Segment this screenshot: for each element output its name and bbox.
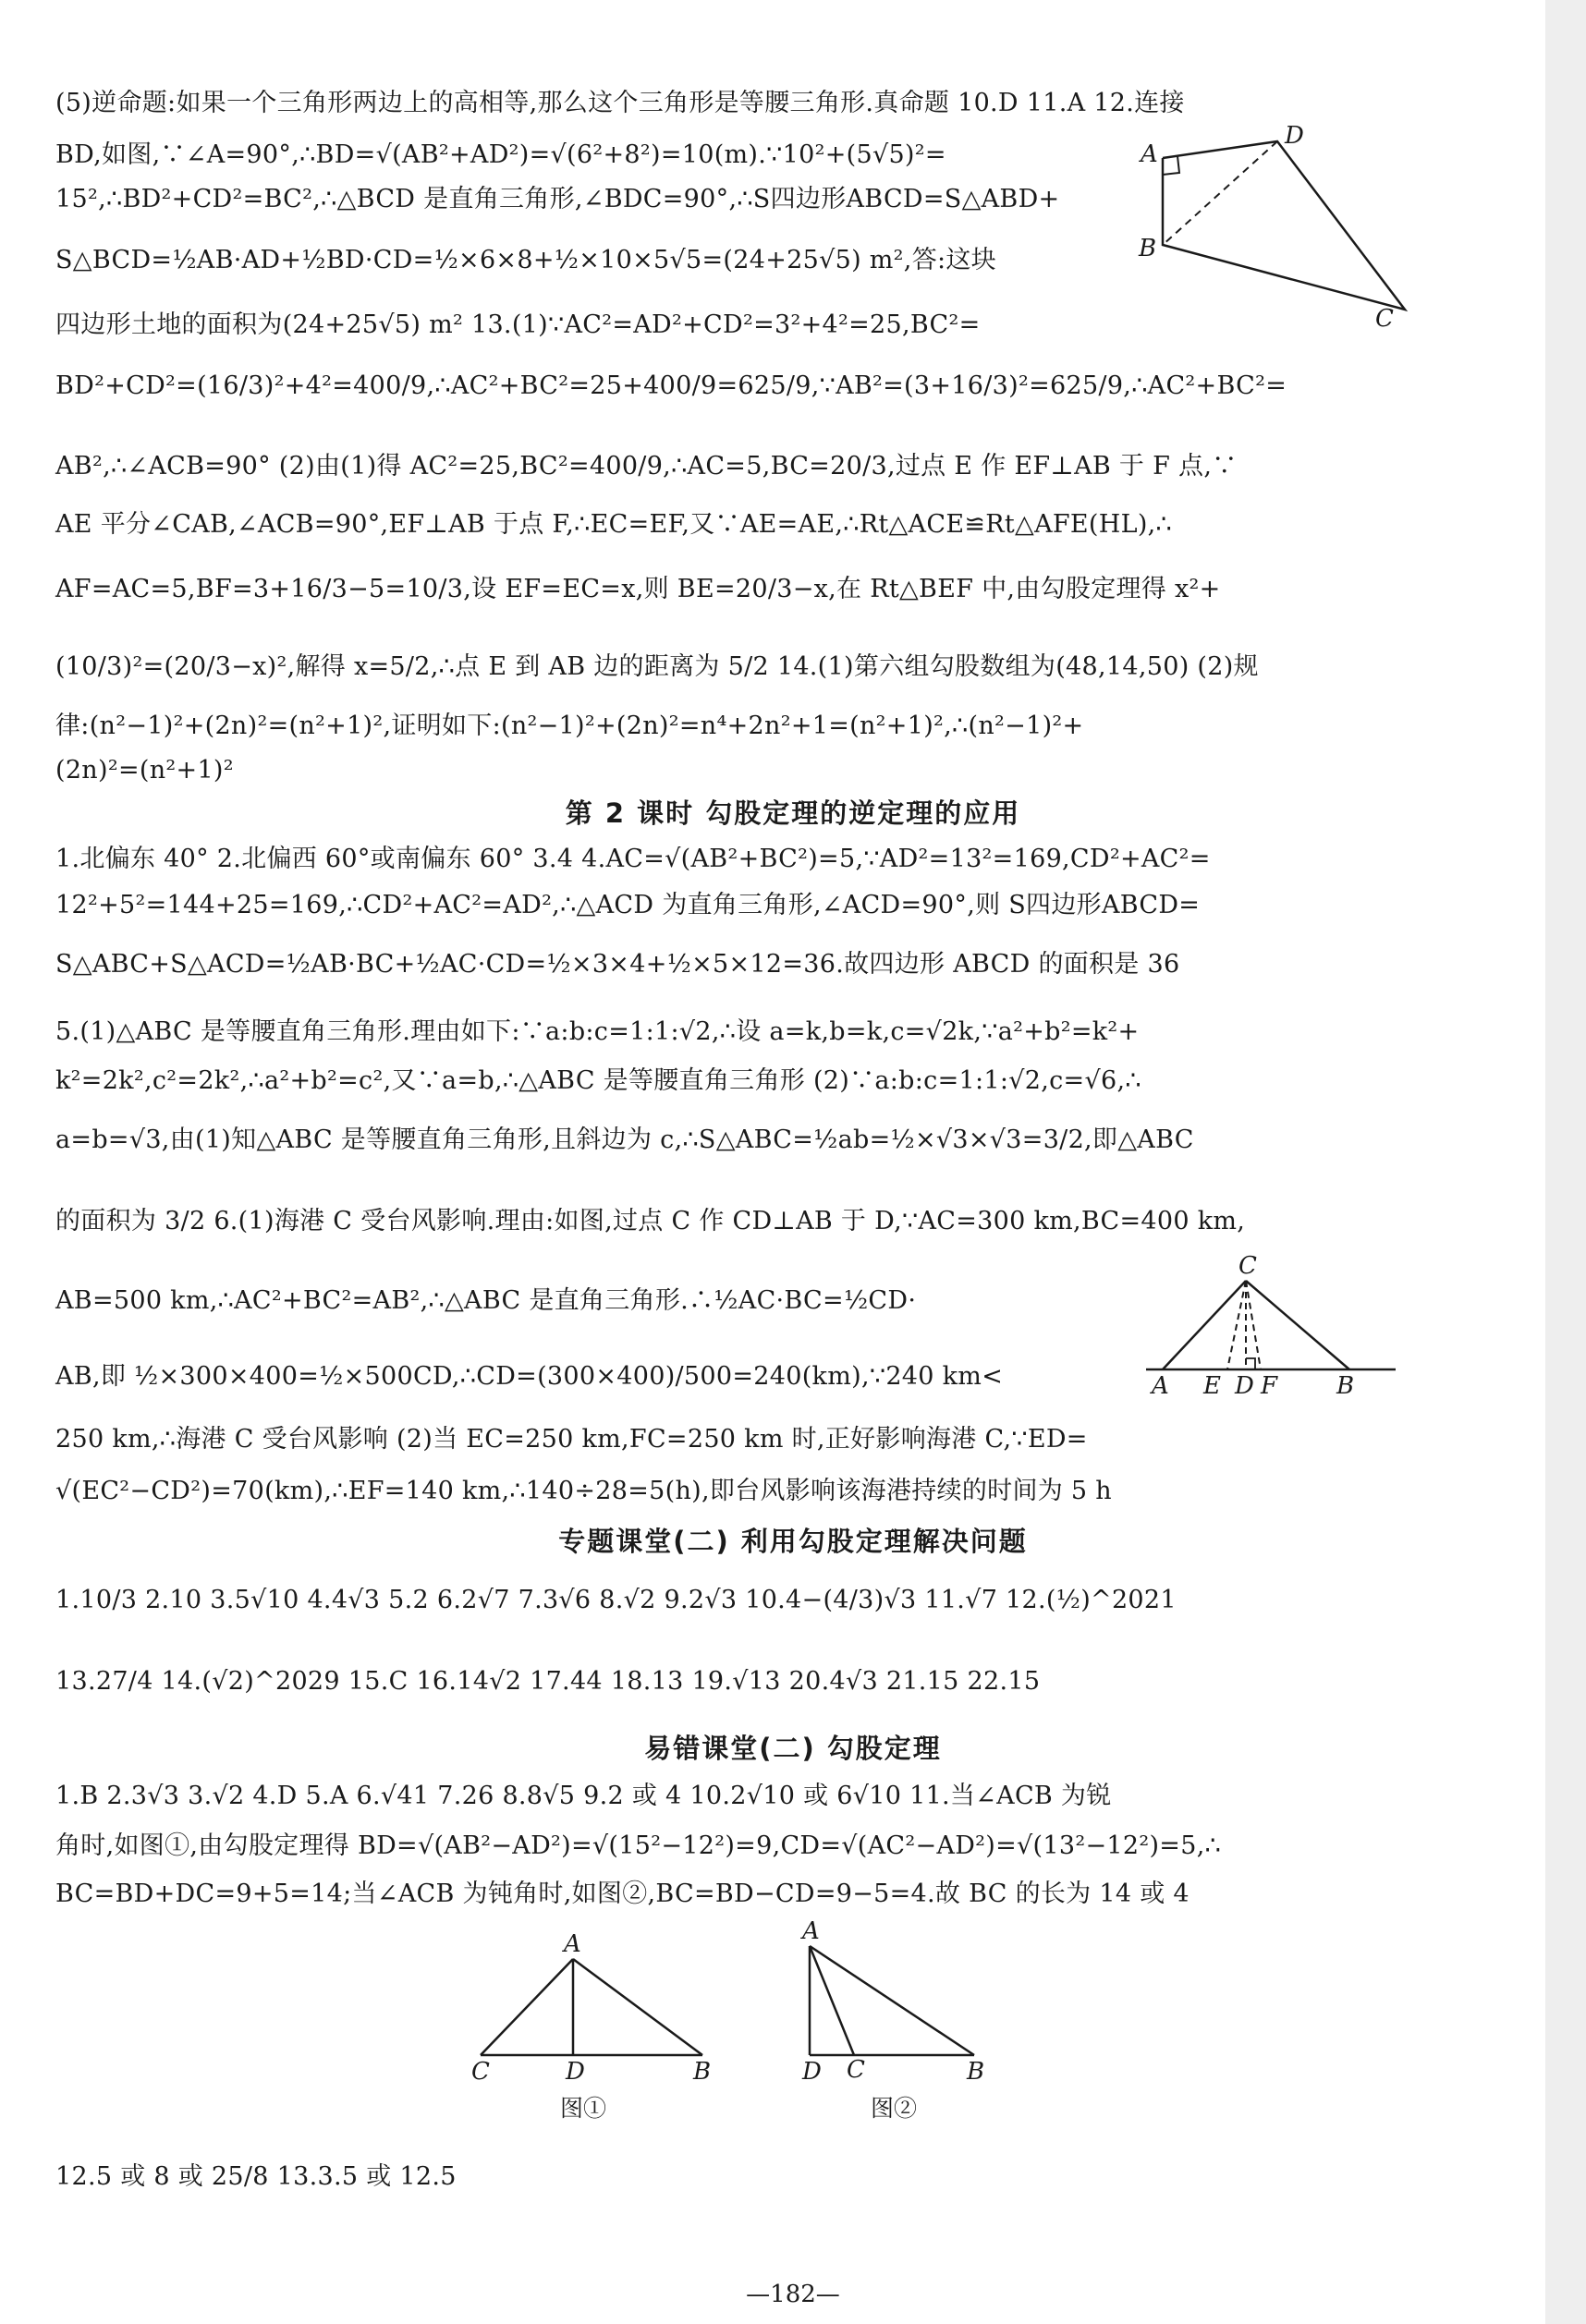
text-line: k²=2k²,c²=2k²,∴a²+b²=c²,又∵a=b,∴△ABC 是等腰直角三角形 (2)∵a:b:c=1:1:√2,c=√6,∴ (55, 1066, 1141, 1095)
section-heading: 第 2 课时 勾股定理的逆定理的应用 (565, 797, 1021, 829)
figure-label: B (1336, 1372, 1355, 1400)
figure-two (793, 1913, 1015, 2135)
text-line: AB,即 ½×300×400=½×500CD,∴CD=(300×400)/500=240(km),∵240 km< (55, 1362, 1004, 1391)
text-line: BC=BD+DC=9+5=14;当∠ACB 为钝角时,如图②,BC=BD−CD=9−5=4.故 BC 的长为 14 或 4 (55, 1880, 1190, 1908)
text-line: AB=500 km,∴AC²+BC²=AB²,∴△ABC 是直角三角形.∴½AC·BC=½CD· (55, 1286, 917, 1315)
figure-label: B (967, 2058, 985, 2086)
text-line: 角时,如图①,由勾股定理得 BD=√(AB²−AD²)=√(15²−12²)=9,CD=√(AC²−AD²)=√(13²−12²)=5,∴ (55, 1831, 1222, 1860)
text-line: 5.(1)△ABC 是等腰直角三角形.理由如下:∵a:b:c=1:1:√2,∴设 a=k,b=k,c=√2k,∵a²+b²=k²+ (55, 1017, 1140, 1046)
quadrilateral-figure (1128, 122, 1394, 337)
text-line: S△ABC+S△ACD=½AB·BC+½AC·CD=½×3×4+½×5×12=36.故四边形 ABCD 的面积是 36 (55, 950, 1180, 979)
figure-label: C (1375, 305, 1394, 333)
text-line: 12.5 或 8 或 25/8 13.3.5 或 12.5 (55, 2162, 457, 2191)
section-heading: 专题课堂(二) 利用勾股定理解决问题 (558, 1526, 1028, 1557)
figure-label: D (1285, 122, 1304, 150)
figure-one (462, 1931, 721, 2153)
section-heading: 易错课堂(二) 勾股定理 (644, 1733, 942, 1764)
figure-label: A (1152, 1372, 1169, 1400)
figure-label: D (1235, 1372, 1254, 1400)
text-line: AF=AC=5,BF=3+16/3−5=10/3,设 EF=EC=x,则 BE=20/3−x,在 Rt△BEF 中,由勾股定理得 x²+ (55, 575, 1221, 603)
figure-label: E (1203, 1372, 1221, 1400)
figure-label: C (1238, 1252, 1257, 1280)
text-line: (10/3)²=(20/3−x)²,解得 x=5/2,∴点 E 到 AB 边的距离为 5/2 14.(1)第六组勾股数组为(48,14,50) (2)规 (55, 652, 1259, 681)
text-line: a=b=√3,由(1)知△ABC 是等腰直角三角形,且斜边为 c,∴S△ABC=½ab=½×√3×√3=3/2,即△ABC (55, 1125, 1194, 1154)
text-line: 的面积为 3/2 6.(1)海港 C 受台风影响.理由:如图,过点 C 作 CD⊥AB 于 D,∵AC=300 km,BC=400 km, (55, 1207, 1246, 1235)
text-line: (2n)²=(n²+1)² (55, 756, 234, 785)
figure-label: B (1139, 235, 1157, 262)
page-number: —182— (746, 2281, 840, 2308)
text-line: S△BCD=½AB·AD+½BD·CD=½×6×8+½×10×5√5=(24+25√5) m²,答:这块 (55, 246, 996, 274)
figure-label: A (1141, 140, 1158, 168)
figure-caption: 图② (871, 2095, 918, 2122)
figure-label: A (802, 1917, 820, 1945)
text-line: 13.27/4 14.(√2)^2029 15.C 16.14√2 17.44 18.13 19.√13 20.4√3 21.15 22.15 (55, 1667, 1041, 1696)
text-line: 250 km,∴海港 C 受台风影响 (2)当 EC=250 km,FC=250 km 时,正好影响海港 C,∵ED= (55, 1425, 1088, 1454)
text-line: √(EC²−CD²)=70(km),∴EF=140 km,∴140÷28=5(h),即台风影响该海港持续的时间为 5 h (55, 1477, 1112, 1505)
figure-label: F (1261, 1372, 1278, 1400)
typhoon-figure (1146, 1252, 1423, 1405)
text-line: AB²,∴∠ACB=90° (2)由(1)得 AC²=25,BC²=400/9,∴AC=5,BC=20/3,过点 E 作 EF⊥AB 于 F 点,∵ (55, 452, 1238, 481)
text-line: 15²,∴BD²+CD²=BC²,∴△BCD 是直角三角形,∠BDC=90°,∴S四边形ABCD=S△ABD+ (55, 185, 1060, 213)
figure-caption: 图① (560, 2095, 607, 2122)
text-line: 四边形土地的面积为(24+25√5) m² 13.(1)∵AC²=AD²+CD²=3²+4²=25,BC²= (55, 310, 981, 339)
text-line: 1.B 2.3√3 3.√2 4.D 5.A 6.√41 7.26 8.8√5 9.2 或 4 10.2√10 或 6√10 11.当∠ACB 为锐 (55, 1782, 1112, 1810)
text-line: 1.10/3 2.10 3.5√10 4.4√3 5.2 6.2√7 7.3√6 8.√2 9.2√3 10.4−(4/3)√3 11.√7 12.(½)^2021 (55, 1586, 1177, 1614)
figure-label: C (847, 2056, 865, 2084)
figure-label: D (802, 2058, 822, 2086)
text-line: 律:(n²−1)²+(2n)²=(n²+1)²,证明如下:(n²−1)²+(2n)²=n⁴+2n²+1=(n²+1)²,∴(n²−1)²+ (55, 712, 1084, 740)
text-line: 1.北偏东 40° 2.北偏西 60°或南偏东 60° 3.4 4.AC=√(AB²+BC²)=5,∵AD²=13²=169,CD²+AC²= (55, 845, 1211, 873)
text-line: BD,如图,∵∠A=90°,∴BD=√(AB²+AD²)=√(6²+8²)=10(m).∵10²+(5√5)²= (55, 140, 946, 169)
figure-label: D (566, 2058, 585, 2086)
text-line: BD²+CD²=(16/3)²+4²=400/9,∴AC²+BC²=25+400/9=625/9,∵AB²=(3+16/3)²=625/9,∴AC²+BC²= (55, 371, 1287, 400)
text-line: (5)逆命题:如果一个三角形两边上的高相等,那么这个三角形是等腰三角形.真命题 10.D 11.A 12.连接 (55, 89, 1185, 117)
text-line: 12²+5²=144+25=169,∴CD²+AC²=AD²,∴△ACD 为直角三角形,∠ACD=90°,则 S四边形ABCD= (55, 891, 1201, 919)
figure-label: C (471, 2058, 490, 2086)
figure-label: A (564, 1930, 581, 1958)
page-edge (1545, 0, 1586, 2324)
text-line: AE 平分∠CAB,∠ACB=90°,EF⊥AB 于点 F,∴EC=EF,又∵AE=AE,∴Rt△ACE≌Rt△AFE(HL),∴ (55, 510, 1173, 539)
figure-label: B (693, 2058, 712, 2086)
